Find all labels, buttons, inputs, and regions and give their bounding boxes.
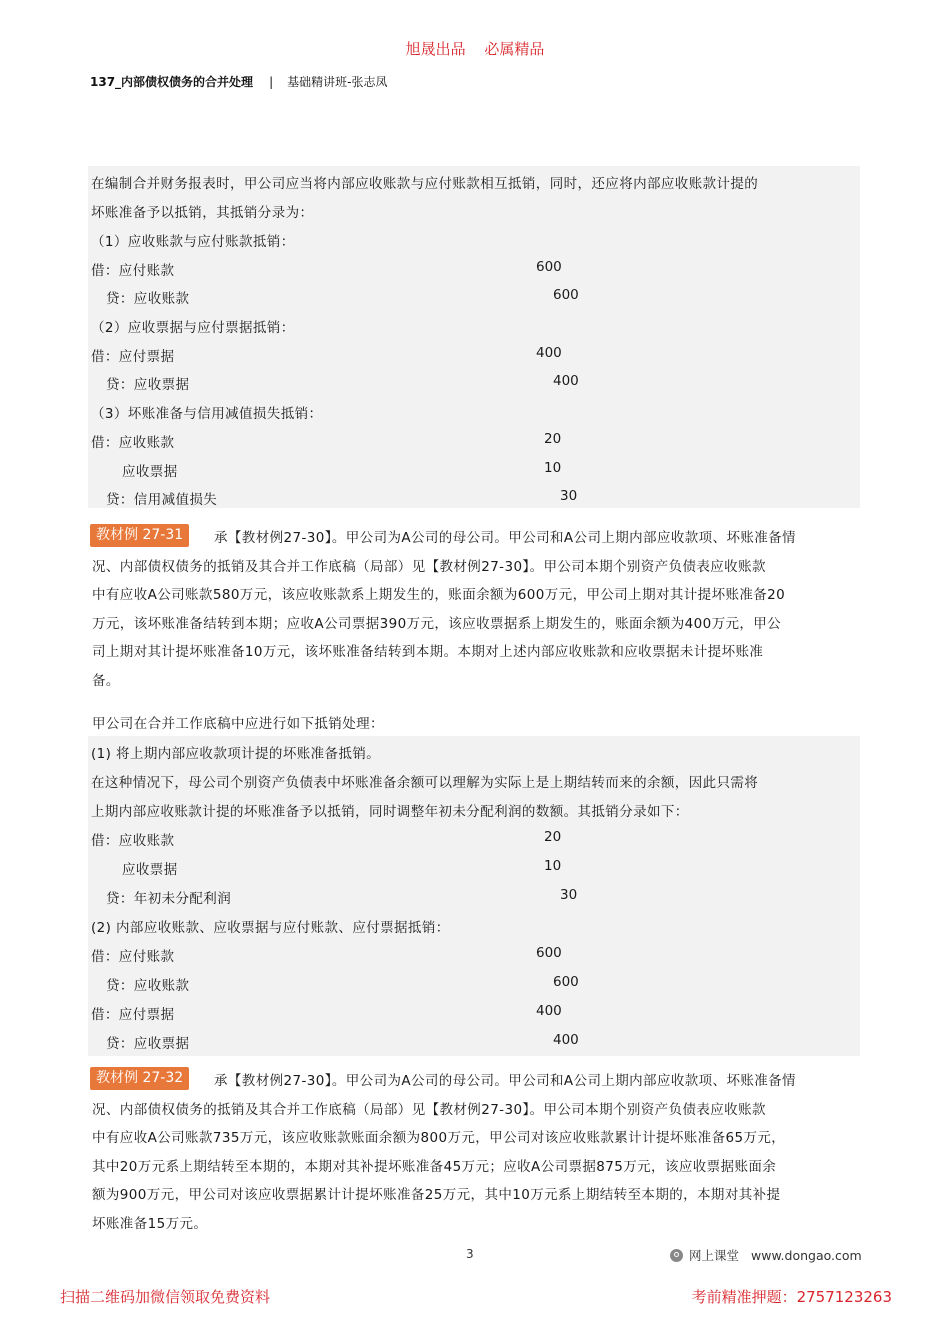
paragraph-line: 况、内部债权债务的抵销及其合并工作底稿（局部）见【教材例27-30】。甲公司本期个别资产负债表应收账款 xyxy=(92,1102,766,1118)
entry-debit-amount: 20 xyxy=(544,431,562,447)
section1-intro-line: 坏账准备予以抵销，其抵销分录为： xyxy=(91,205,314,221)
top-banner xyxy=(0,38,950,59)
paragraph-line: 况、内部债权债务的抵销及其合并工作底稿（局部）见【教材例27-30】。甲公司本期个别资产负债表应收账款 xyxy=(92,559,766,575)
section2-intro: 甲公司在合并工作底稿中应进行如下抵销处理： xyxy=(92,716,384,732)
section2-block xyxy=(88,736,860,1056)
entry-debit-amount: 400 xyxy=(536,345,562,361)
footer-promo-right: 考前精准押题：2757123263 xyxy=(691,1288,892,1306)
brand-footer[interactable] xyxy=(670,1246,862,1264)
paragraph-line: 中有应收A公司账款580万元，该应收账款系上期发生的，账面余额为600万元，甲公司上期对其计提坏账准备20 xyxy=(92,587,786,603)
entry-debit-amount: 20 xyxy=(544,829,562,845)
entry-text: 贷：应收票据 xyxy=(106,377,190,393)
paragraph-line: 其中20万元系上期结转至本期的，本期对其补提坏账准备45万元；应收A公司票据875万元，该应收票据账面余 xyxy=(92,1159,777,1175)
paragraph-line: 备。 xyxy=(92,673,120,689)
dongao-logo-icon xyxy=(670,1249,683,1262)
paragraph-line: 额为900万元，甲公司对该应收票据累计计提坏账准备25万元，其中10万元系上期结转至本期的，本期对其补提 xyxy=(92,1187,781,1203)
footer-promo-left: 扫描二维码加微信领取免费资料 xyxy=(60,1288,271,1306)
example1-paragraph xyxy=(92,526,862,696)
entry-text: 借：应付账款 xyxy=(91,263,175,279)
entry-text: 借：应收账款 xyxy=(91,435,175,451)
explain-line: 上期内部应收账款计提的坏账准备予以抵销，同时调整年初未分配利润的数额。其抵销分录如下： xyxy=(91,804,689,820)
entry-heading: （2）应收票据与应付票据抵销： xyxy=(91,320,295,336)
example2-paragraph xyxy=(92,1069,862,1239)
paragraph-line: 坏账准备15万元。 xyxy=(92,1216,208,1232)
header-title: 137_内部债权债务的合并处理 xyxy=(90,75,254,89)
example-badge: 教材例 27-31 xyxy=(90,524,189,547)
document-header xyxy=(90,73,387,90)
entry-debit-amount: 10 xyxy=(544,858,562,874)
entry-text: 贷：年初未分配利润 xyxy=(106,891,232,907)
entry-debit-amount: 10 xyxy=(544,460,562,476)
entry-debit-amount: 400 xyxy=(536,1003,562,1019)
paragraph-line: 司上期对其计提坏账准备10万元，该坏账准备结转到本期。本期对上述内部应收账款和应收票据未计提坏账准 xyxy=(92,644,764,660)
entry-text: 贷：应收账款 xyxy=(106,291,190,307)
entry-credit-amount: 600 xyxy=(553,974,579,990)
entry-text: 贷：应收账款 xyxy=(106,978,190,994)
entry-credit-amount: 400 xyxy=(553,373,579,389)
entry-text: 应收票据 xyxy=(122,862,178,878)
entry-text: 贷：信用减值损失 xyxy=(106,492,218,508)
entry-debit-amount: 600 xyxy=(536,945,562,961)
entry-credit-amount: 30 xyxy=(560,887,578,903)
example-badge: 教材例 27-32 xyxy=(90,1067,189,1090)
entry-heading: （3）坏账准备与信用减值损失抵销： xyxy=(91,406,323,422)
banner-left: 旭晟出品 xyxy=(405,40,466,58)
banner-right: 必属精品 xyxy=(484,40,545,58)
entry-credit-amount: 600 xyxy=(553,287,579,303)
entry-credit-amount: 30 xyxy=(560,488,578,504)
entry-text: 借：应付票据 xyxy=(91,1007,175,1023)
brand-site-link[interactable]: www.dongao.com xyxy=(751,1247,862,1263)
entry-text: 借：应收账款 xyxy=(91,833,175,849)
entry-credit-amount: 400 xyxy=(553,1032,579,1048)
header-separator: | xyxy=(269,75,274,89)
entry-text: 贷：应收票据 xyxy=(106,1036,190,1052)
entry-text: 借：应付票据 xyxy=(91,349,175,365)
section1-intro-line: 在编制合并财务报表时，甲公司应当将内部应收账款与应付账款相互抵销，同时，还应将内部应收账款计提的 xyxy=(91,176,759,192)
paragraph-line: 承【教材例27-30】。甲公司为A公司的母公司。甲公司和A公司上期内部应收款项、坏账准备情 xyxy=(214,530,796,546)
brand-name: 网上课堂 xyxy=(689,1248,740,1263)
paragraph-line: 万元，该坏账准备结转到本期；应收A公司票据390万元，该应收票据系上期发生的，账面余额为400万元，甲公 xyxy=(92,616,782,632)
entry-heading: （1）应收账款与应付账款抵销： xyxy=(91,234,295,250)
entry-text: 应收票据 xyxy=(122,464,178,480)
entry-debit-amount: 600 xyxy=(536,259,562,275)
step-heading: (2) 内部应收账款、应收票据与应付账款、应付票据抵销： xyxy=(91,920,450,936)
header-course: 基础精讲班-张志凤 xyxy=(287,75,388,89)
explain-line: 在这种情况下，母公司个别资产负债表中坏账准备余额可以理解为实际上是上期结转而来的余额，因此只需将 xyxy=(91,775,759,791)
entry-text: 借：应付账款 xyxy=(91,949,175,965)
paragraph-line: 承【教材例27-30】。甲公司为A公司的母公司。甲公司和A公司上期内部应收款项、坏账准备情 xyxy=(214,1073,796,1089)
page-number: 3 xyxy=(466,1247,474,1261)
paragraph-line: 中有应收A公司账款735万元，该应收账款账面余额为800万元，甲公司对该应收账款累计计提坏账准备65万元， xyxy=(92,1130,786,1146)
section1-block xyxy=(88,166,860,508)
step-heading: (1) 将上期内部应收款项计提的坏账准备抵销。 xyxy=(91,746,381,762)
